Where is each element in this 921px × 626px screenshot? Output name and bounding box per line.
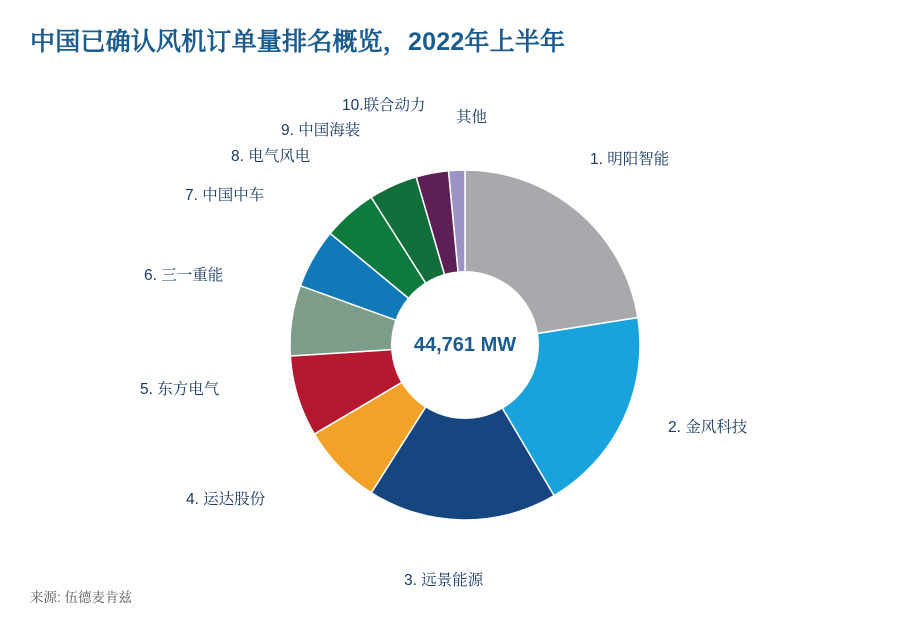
slice-label-3: 3. 远景能源 bbox=[404, 572, 484, 589]
center-total-label: 44,761 MW bbox=[413, 333, 517, 356]
slice-label-10: 10.联合动力 bbox=[342, 97, 426, 114]
slice-label-4: 4. 运达股份 bbox=[186, 491, 266, 508]
slice-label-9: 9. 中国海装 bbox=[281, 122, 361, 139]
slice-label-5: 5. 东方电气 bbox=[140, 381, 220, 398]
slice-label-1: 1. 明阳智能 bbox=[590, 151, 670, 168]
slice-label-8: 8. 电气风电 bbox=[231, 148, 311, 165]
source-note: 来源: 伍德麦肯兹 bbox=[30, 590, 133, 605]
slice-label-11: 其他 bbox=[456, 109, 488, 126]
slice-label-7: 7. 中国中车 bbox=[185, 187, 265, 204]
donut-svg bbox=[255, 135, 675, 555]
slice-label-2: 2. 金风科技 bbox=[668, 419, 748, 436]
slice-label-6: 6. 三一重能 bbox=[144, 267, 224, 284]
donut-graphic bbox=[255, 135, 675, 555]
donut-chart bbox=[0, 55, 921, 589]
donut-hole bbox=[391, 271, 539, 419]
page-title: 中国已确认风机订单量排名概览，2022年上半年 bbox=[30, 28, 566, 56]
